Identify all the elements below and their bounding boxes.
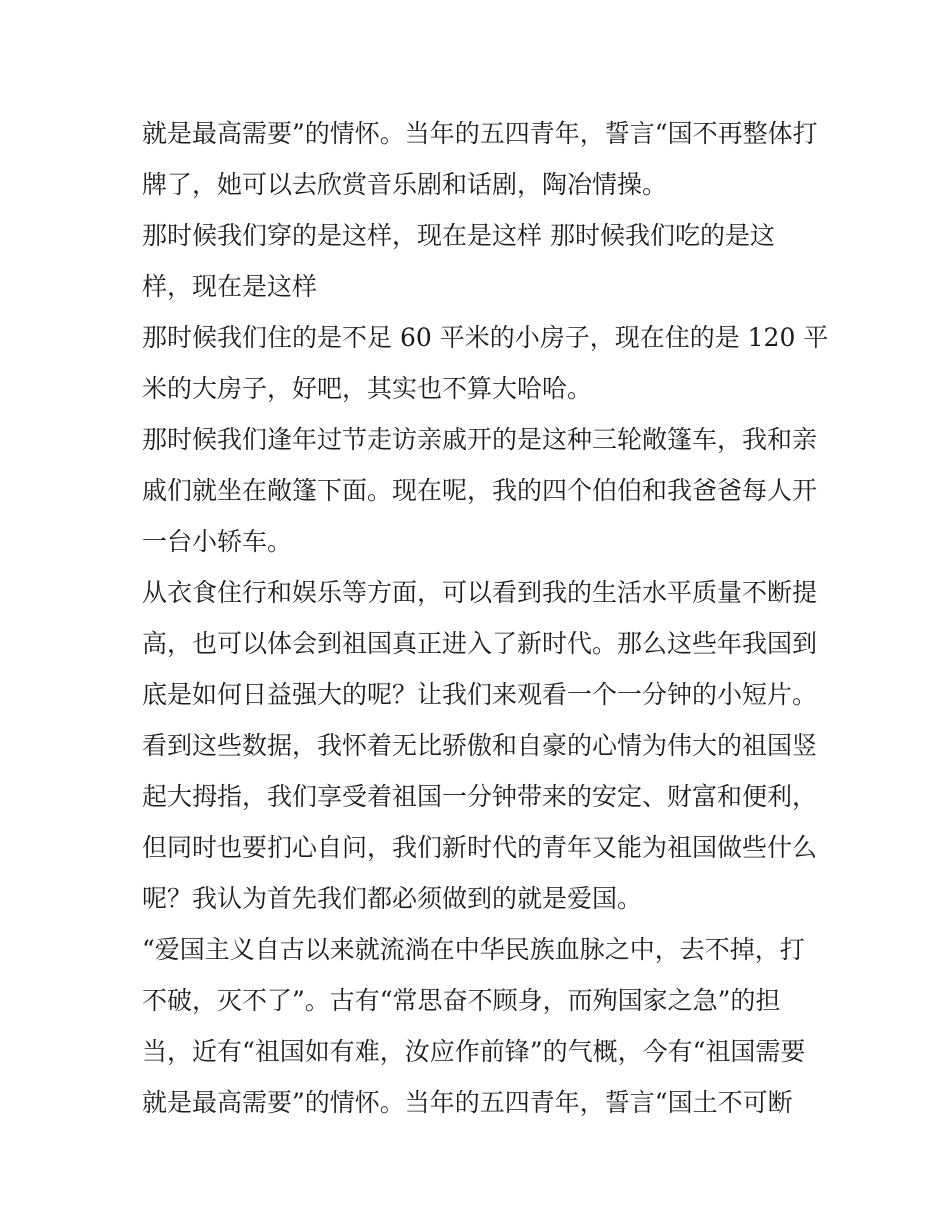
text-line: 底是如何日益强大的呢？让我们来观看一个一分钟的小短片。 [142, 680, 818, 709]
text-line: 样，现在是这样 [142, 272, 318, 301]
text-line: 从衣食住行和娱乐等方面，可以看到我的生活水平质量不断提 [142, 578, 818, 607]
text-line: 那时候我们穿的是这样，现在是这样 那时候我们吃的是这 [142, 221, 775, 250]
text-line: 就是最高需要”的情怀。当年的五四青年，誓言“国土不可断 [142, 1088, 793, 1117]
text-line: 不破，灭不了”。古有“常思奋不顾身，而殉国家之急”的担 [142, 986, 781, 1015]
text-line: 戚们就坐在敞篷下面。现在呢，我的四个伯伯和我爸爸每人开 [142, 476, 818, 505]
text-line: 那时候我们住的是不足 60 平米的小房子，现在住的是 120 平 [142, 323, 829, 352]
text-line: 当，近有“祖国如有难，汝应作前锋”的气概，今有“祖国需要 [142, 1037, 806, 1066]
text-line: 就是最高需要”的情怀。当年的五四青年，誓言“国不再整体打 [142, 119, 818, 148]
text-line: 看到这些数据，我怀着无比骄傲和自豪的心情为伟大的祖国竖 [142, 731, 818, 760]
text-line: 米的大房子，好吧，其实也不算大哈哈。 [142, 374, 593, 403]
text-line: 起大拇指，我们享受着祖国一分钟带来的安定、财富和便利， [142, 782, 818, 811]
text-line: 但同时也要扪心自问，我们新时代的青年又能为祖国做些什么 [142, 833, 818, 862]
text-line: 一台小轿车。 [142, 527, 293, 556]
document-body [142, 108, 829, 1128]
text-line: 高，也可以体会到祖国真正进入了新时代。那么这些年我国到 [142, 629, 818, 658]
text-line: 牌了，她可以去欣赏音乐剧和话剧，陶冶情操。 [142, 170, 668, 199]
text-line: 呢？我认为首先我们都必须做到的就是爱国。 [142, 884, 643, 913]
text-line: 那时候我们逢年过节走访亲戚开的是这种三轮敞篷车，我和亲 [142, 425, 818, 454]
text-line: “爱国主义自古以来就流淌在中华民族血脉之中，去不掉，打 [142, 935, 805, 964]
